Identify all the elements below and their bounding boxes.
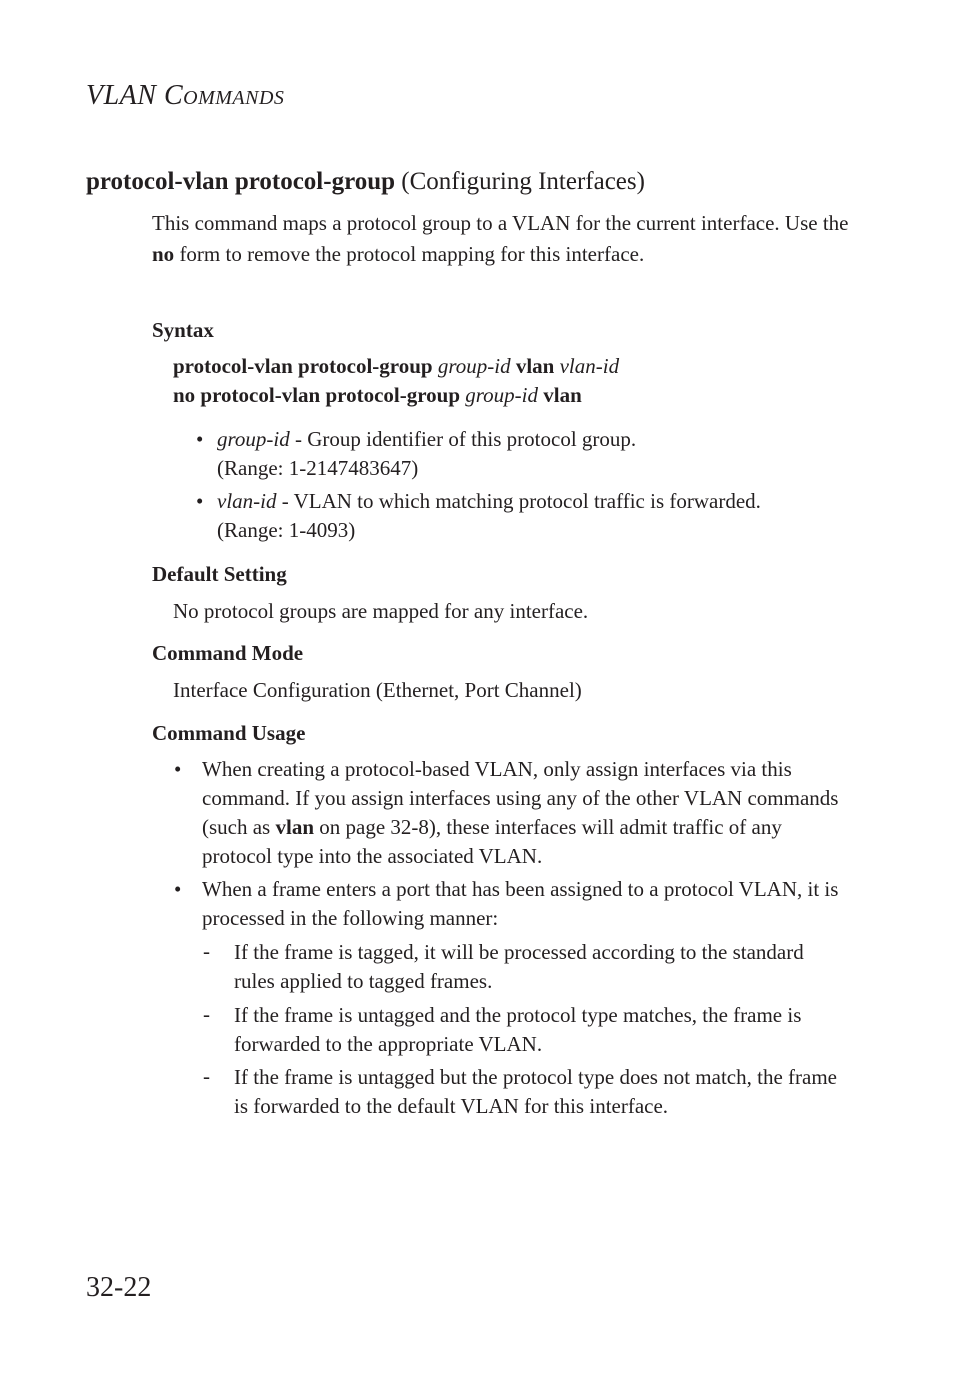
usage-subitem: If the frame is untagged but the protocol type does not match, the frame is forwarded to the default VLAN for this interface. [234,1065,837,1118]
dash-marker: - [203,1064,210,1088]
default-setting-heading: Default Setting [152,562,287,586]
param-vlan-id [217,487,761,545]
running-header [86,80,284,112]
usage-text: on page 32-8), these interfaces will admit traffic of any protocol type into the associated VLAN. [202,815,782,868]
param-group-id [217,425,636,483]
param-range: (Range: 1-2147483647) [217,456,419,480]
param-range: (Range: 1-4093) [217,518,356,542]
param-desc: - VLAN to which matching protocol traffic is forwarded. [276,489,761,513]
running-header-smallcaps: OMMANDS [183,87,285,109]
command-name: protocol-vlan protocol-group [86,168,396,195]
section-title [86,168,645,196]
usage-bullet-1 [202,755,852,871]
syntax-command: protocol-vlan protocol-group [173,354,433,378]
syntax-keyword: vlan [543,383,582,407]
usage-keyword: vlan [275,815,314,839]
syntax-line-1 [173,354,619,379]
command-usage-heading: Command Usage [152,721,306,745]
intro-text-1: This command maps a protocol group to a VLAN for the current interface. Use the [152,211,849,235]
intro-text-2: form to remove the protocol mapping for this interface. [174,242,645,266]
dash-marker: - [203,1002,210,1026]
running-header-main: VLAN C [86,80,184,111]
usage-bullet-2: When a frame enters a port that has been assigned to a protocol VLAN, it is processed in the following manner: [202,877,839,930]
usage-subitem: If the frame is untagged and the protocol type matches, the frame is forwarded to the appropriate VLAN. [234,1003,802,1056]
bullet-dot: • [196,489,204,513]
param-name: vlan-id [217,489,277,513]
syntax-arg: vlan-id [559,354,620,378]
dash-marker: - [203,939,210,963]
usage-subitem: If the frame is tagged, it will be processed according to the standard rules applied to tagged frames. [234,940,804,993]
bullet-dot: • [174,877,182,901]
syntax-line-2 [173,383,582,408]
default-setting-text: No protocol groups are mapped for any interface. [173,599,589,623]
bullet-dot: • [196,427,204,451]
usage-text: When creating a protocol-based VLAN, only assign interfaces via this command. If you assign interfaces using any of the other VLAN commands (such as [202,757,839,839]
bullet-dot: • [174,757,182,781]
param-desc: - Group identifier of this protocol group. [289,427,637,451]
syntax-arg: group-id [437,354,511,378]
command-mode-text: Interface Configuration (Ethernet, Port Channel) [173,678,582,702]
intro-paragraph [152,208,852,270]
syntax-keyword: vlan [515,354,555,378]
syntax-command: no protocol-vlan protocol-group [173,383,461,407]
param-name: group-id [217,427,290,451]
command-mode-heading: Command Mode [152,641,304,665]
syntax-arg: group-id [465,383,539,407]
intro-keyword: no [152,242,175,266]
page-number: 32-22 [86,1272,152,1303]
command-context: (Configuring Interfaces) [401,168,645,195]
syntax-heading: Syntax [152,318,214,342]
